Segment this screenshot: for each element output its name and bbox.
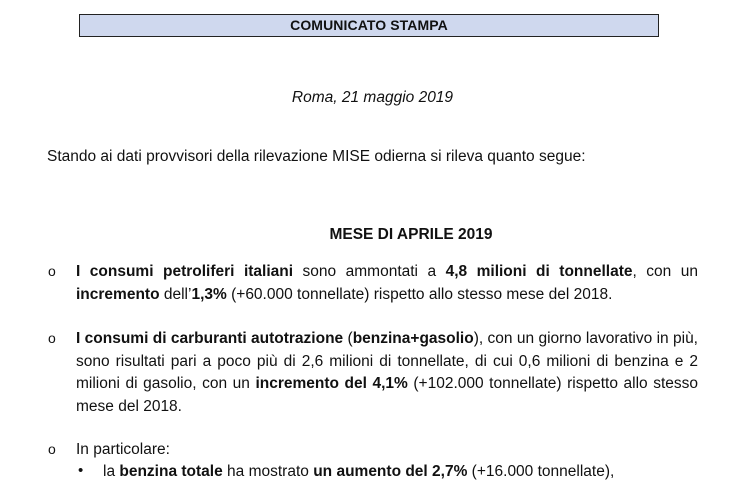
bullet-marker: o: [48, 441, 56, 457]
paragraph-consumi-carburanti: [76, 328, 698, 418]
text-span: (+16.000 tonnellate),: [467, 463, 615, 480]
text-span: dell’: [159, 285, 192, 303]
text-bold: incremento: [76, 285, 160, 303]
text-span: (+60.000 tonnellate) rispetto allo stesso mese del 2018.: [226, 285, 613, 303]
paragraph-benzina-totale: [103, 461, 698, 480]
text-span: ), con un giorno lavorativo in più, sono risultati pari a poco più di 2,6 milioni di tonnellate, di cui 0,6 milioni di benzina e 2 milioni di gasolio, con un: [76, 330, 698, 392]
text-bold: incremento del 4,1%: [255, 375, 408, 392]
text-bold: I consumi di carburanti autotrazione: [76, 330, 344, 347]
text-span: (+102.000 tonnellate) rispetto allo stesso mese del 2018.: [76, 375, 698, 415]
text-bold: un aumento del 2,7%: [313, 463, 468, 480]
text-bold: I consumi petroliferi italiani: [76, 263, 294, 280]
text-bold: benzina totale: [119, 463, 223, 480]
sub-bullet-marker: •: [78, 462, 84, 479]
text-bold: 1,3%: [191, 285, 227, 303]
text-span: la: [103, 463, 120, 480]
section-title: MESE DI APRILE 2019: [329, 226, 493, 243]
paragraph-in-particolare: [76, 439, 698, 462]
text-span: , con un: [632, 263, 698, 280]
text-span: (: [343, 330, 353, 347]
intro-text: Stando ai dati provvisori della rilevazione MISE odierna si rileva quanto segue:: [47, 148, 586, 165]
bullet-marker: o: [48, 263, 56, 279]
bullet-marker: o: [48, 330, 56, 346]
document-date: Roma, 21 maggio 2019: [291, 89, 454, 106]
text-bold: benzina+gasolio: [352, 330, 474, 347]
paragraph-consumi-petroliferi: [76, 261, 698, 306]
text-span: In particolare:: [76, 441, 170, 458]
text-span: sono ammontati a: [293, 263, 446, 280]
text-bold: 4,8 milioni di tonnellate: [445, 263, 633, 280]
text-span: ha mostrato: [222, 463, 314, 480]
press-release-header: COMUNICATO STAMPA: [79, 14, 659, 37]
